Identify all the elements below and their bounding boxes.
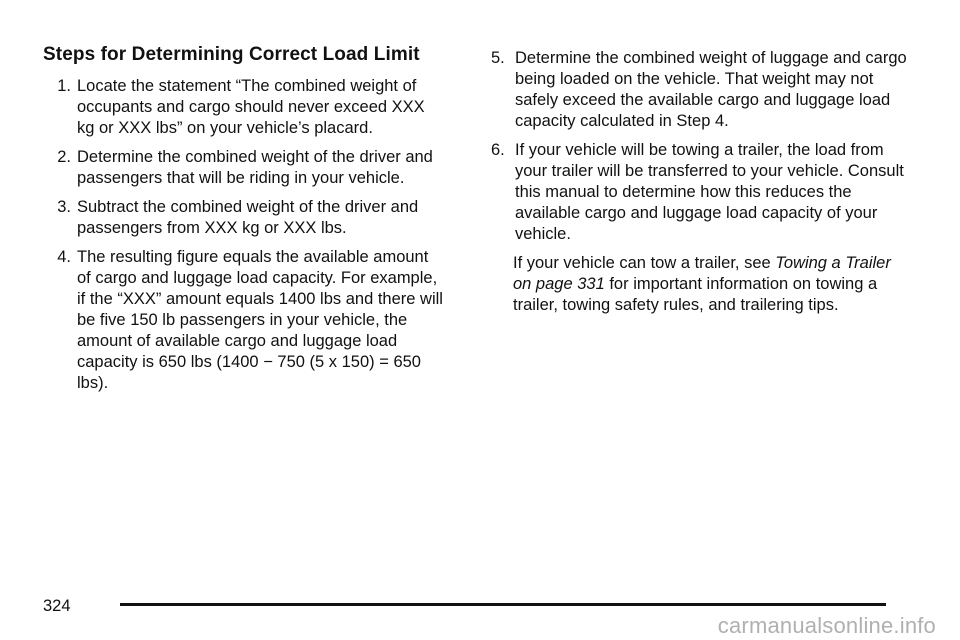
left-column xyxy=(43,76,443,402)
page-number: 324 xyxy=(43,597,71,615)
step-item xyxy=(43,147,443,189)
step-text: Determine the combined weight of luggage and cargo being loaded on the vehicle. That weight may not safely exceed the available cargo and luggage load capacity calculated in Step 4. xyxy=(515,49,907,130)
step-number: 1. xyxy=(57,77,71,95)
right-column xyxy=(491,48,911,316)
step-item xyxy=(43,247,443,394)
step-number: 4. xyxy=(57,248,71,266)
step-item xyxy=(43,76,443,139)
footer-rule xyxy=(120,603,886,606)
step-item xyxy=(43,197,443,239)
watermark: carmanualsonline.info xyxy=(717,613,936,638)
step-text: Determine the combined weight of the driver and passengers that will be riding in your vehicle. xyxy=(77,148,433,187)
step-number: 2. xyxy=(57,148,71,166)
step-text: If your vehicle will be towing a trailer, the load from your trailer will be transferred to your vehicle. Consult this manual to determine how this reduces the available cargo and luggage load capacity of your vehicle. xyxy=(515,141,904,243)
trailer-note-after: for important information on towing a trailer, towing safety rules, and trailering tips. xyxy=(513,275,878,314)
step-number: 6. xyxy=(491,141,505,159)
step-number: 5. xyxy=(491,49,505,67)
step-text: Subtract the combined weight of the driver and passengers from XXX kg or XXX lbs. xyxy=(77,198,419,237)
step-text: Locate the statement “The combined weight of occupants and cargo should never exceed XXX kg or XXX lbs” on your vehicle’s placard. xyxy=(77,77,425,137)
towing-trailer-link[interactable]: Towing a Trailer on page 331 xyxy=(513,254,891,293)
step-number: 3. xyxy=(57,198,71,216)
step-text: The resulting figure equals the available amount of cargo and luggage load capacity. For example, if the “XXX” amount equals 1400 lbs and there will be five 150 lb passengers in your vehicle, the amount of available cargo and luggage load capacity is 650 lbs (1400 − 750 (5 x 150) = 650 lbs). xyxy=(77,248,443,392)
trailer-note-before: If your vehicle can tow a trailer, see xyxy=(513,254,776,272)
step-item xyxy=(491,140,911,245)
trailer-note xyxy=(513,253,911,316)
step-item xyxy=(491,48,911,132)
section-heading: Steps for Determining Correct Load Limit xyxy=(43,44,420,65)
